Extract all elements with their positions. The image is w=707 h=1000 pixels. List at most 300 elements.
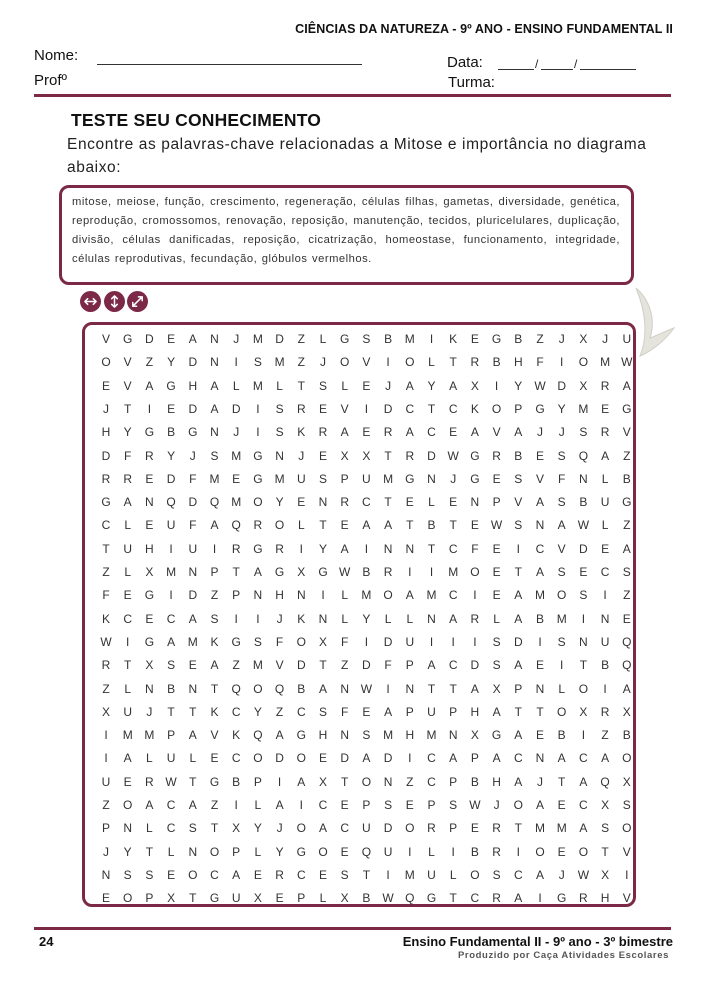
grid-letter[interactable]: P (232, 844, 241, 859)
grid-letter[interactable]: T (449, 891, 457, 906)
grid-letter[interactable]: O (557, 588, 567, 603)
grid-letter[interactable]: T (124, 401, 132, 416)
grid-letter[interactable]: H (513, 355, 523, 370)
grid-letter[interactable]: A (449, 611, 458, 626)
grid-letter[interactable]: N (188, 565, 198, 579)
grid-letter[interactable]: F (124, 448, 132, 463)
grid-letter[interactable]: M (535, 821, 545, 836)
grid-letter[interactable]: L (319, 332, 327, 346)
grid-letter[interactable]: A (535, 798, 544, 812)
grid-letter[interactable]: A (145, 378, 154, 393)
grid-letter[interactable]: G (253, 541, 263, 556)
grid-letter[interactable]: D (145, 332, 154, 346)
grid-letter[interactable]: X (470, 378, 479, 393)
grid-letter[interactable]: M (556, 821, 567, 836)
grid-letter[interactable]: I (516, 844, 520, 859)
grid-letter[interactable]: A (405, 425, 414, 440)
grid-letter[interactable]: I (234, 798, 238, 812)
grid-letter[interactable]: L (146, 751, 153, 766)
grid-letter[interactable]: I (386, 355, 390, 370)
grid-letter[interactable]: C (427, 425, 436, 440)
grid-letter[interactable]: H (101, 425, 111, 440)
grid-letter[interactable]: X (167, 891, 176, 906)
grid-letter[interactable]: N (318, 495, 328, 510)
grid-letter[interactable]: N (405, 541, 415, 556)
grid-letter[interactable]: M (231, 495, 242, 510)
grid-letter[interactable]: Y (275, 844, 284, 859)
grid-letter[interactable]: H (405, 728, 415, 743)
grid-letter[interactable]: O (340, 355, 350, 370)
grid-letter[interactable]: G (144, 588, 155, 603)
grid-letter[interactable]: U (362, 471, 371, 486)
grid-letter[interactable]: M (361, 588, 372, 603)
grid-letter[interactable]: J (558, 867, 565, 882)
grid-letter[interactable]: K (470, 401, 479, 416)
grid-letter[interactable]: S (557, 495, 566, 510)
grid-letter[interactable]: C (448, 401, 458, 416)
grid-letter[interactable]: B (167, 425, 176, 440)
grid-letter[interactable]: X (318, 634, 327, 649)
grid-letter[interactable]: G (318, 565, 328, 579)
grid-letter[interactable]: R (253, 518, 263, 533)
grid-letter[interactable]: D (513, 634, 523, 649)
grid-letter[interactable]: W (165, 774, 177, 789)
grid-letter[interactable]: B (167, 681, 176, 696)
grid-letter[interactable]: A (449, 751, 458, 766)
grid-letter[interactable]: I (451, 844, 455, 859)
grid-letter[interactable]: G (535, 401, 545, 416)
grid-letter[interactable]: I (538, 891, 542, 906)
grid-letter[interactable]: M (404, 332, 415, 346)
grid-letter[interactable]: A (492, 704, 501, 719)
grid-letter[interactable]: I (473, 588, 477, 603)
grid-letter[interactable]: B (232, 774, 241, 789)
grid-letter[interactable]: E (557, 844, 566, 859)
grid-letter[interactable]: E (470, 332, 479, 346)
grid-letter[interactable]: X (318, 774, 327, 789)
grid-letter[interactable]: A (579, 821, 588, 836)
grid-letter[interactable]: J (298, 448, 305, 463)
grid-letter[interactable]: D (188, 588, 198, 603)
grid-letter[interactable]: E (318, 867, 327, 882)
grid-letter[interactable]: Q (209, 495, 220, 510)
grid-letter[interactable]: W (621, 355, 633, 370)
grid-letter[interactable]: S (253, 634, 262, 649)
grid-letter[interactable]: Y (167, 448, 176, 463)
grid-letter[interactable]: S (492, 867, 501, 882)
grid-letter[interactable]: V (275, 658, 284, 673)
grid-letter[interactable]: A (470, 425, 479, 440)
grid-letter[interactable]: R (318, 425, 328, 440)
grid-letter[interactable]: Z (102, 565, 110, 579)
grid-letter[interactable]: L (232, 378, 240, 393)
grid-letter[interactable]: O (296, 821, 306, 836)
grid-letter[interactable]: C (296, 704, 306, 719)
grid-letter[interactable]: O (535, 844, 545, 859)
grid-letter[interactable]: Q (578, 448, 589, 463)
grid-letter[interactable]: V (210, 728, 219, 743)
grid-letter[interactable]: H (275, 588, 284, 603)
grid-letter[interactable]: C (296, 867, 306, 882)
grid-letter[interactable]: A (405, 378, 414, 393)
grid-letter[interactable]: V (622, 844, 631, 859)
grid-letter[interactable]: O (318, 844, 328, 859)
grid-letter[interactable]: P (253, 774, 262, 789)
grid-letter[interactable]: I (429, 634, 434, 649)
grid-letter[interactable]: Z (623, 448, 631, 463)
grid-letter[interactable]: W (577, 867, 590, 882)
grid-letter[interactable]: P (167, 728, 176, 743)
grid-letter[interactable]: J (103, 401, 109, 416)
grid-letter[interactable]: I (429, 332, 434, 346)
grid-letter[interactable]: A (622, 378, 631, 393)
grid-letter[interactable]: A (232, 867, 241, 882)
grid-letter[interactable]: A (167, 634, 176, 649)
grid-letter[interactable]: H (600, 891, 610, 906)
grid-letter[interactable]: V (340, 401, 349, 416)
grid-letter[interactable]: U (383, 844, 393, 859)
grid-letter[interactable]: Q (231, 518, 241, 533)
grid-letter[interactable]: U (405, 634, 415, 649)
grid-letter[interactable]: J (385, 378, 392, 393)
grid-letter[interactable]: N (340, 681, 350, 696)
grid-letter[interactable]: Q (600, 774, 610, 789)
grid-letter[interactable]: R (296, 401, 306, 416)
grid-letter[interactable]: M (252, 378, 263, 393)
grid-letter[interactable]: G (166, 378, 176, 393)
grid-letter[interactable]: I (234, 355, 238, 370)
grid-letter[interactable]: A (188, 611, 197, 626)
grid-letter[interactable]: G (144, 425, 155, 440)
grid-letter[interactable]: I (429, 565, 434, 579)
grid-letter[interactable]: E (232, 471, 241, 486)
grid-letter[interactable]: E (470, 821, 479, 836)
grid-letter[interactable]: N (535, 751, 545, 766)
grid-letter[interactable]: B (470, 774, 479, 789)
grid-letter[interactable]: R (600, 704, 610, 719)
grid-letter[interactable]: D (383, 634, 393, 649)
grid-letter[interactable]: L (319, 891, 327, 906)
grid-letter[interactable]: C (340, 821, 350, 836)
grid-letter[interactable]: S (622, 565, 631, 579)
grid-letter[interactable]: A (384, 704, 393, 719)
grid-letter[interactable]: X (340, 448, 349, 463)
grid-letter[interactable]: E (492, 588, 501, 603)
grid-letter[interactable]: B (579, 495, 588, 510)
grid-letter[interactable]: B (622, 471, 631, 486)
grid-letter[interactable]: Y (167, 355, 176, 370)
grid-letter[interactable]: P (210, 565, 219, 579)
grid-letter[interactable]: A (449, 378, 458, 393)
grid-letter[interactable]: C (123, 611, 133, 626)
grid-letter[interactable]: Q (166, 495, 176, 510)
grid-letter[interactable]: F (341, 634, 349, 649)
grid-letter[interactable]: E (167, 401, 176, 416)
grid-letter[interactable]: Q (361, 844, 372, 859)
grid-letter[interactable]: G (253, 448, 263, 463)
grid-letter[interactable]: D (275, 751, 284, 766)
grid-letter[interactable]: J (537, 425, 543, 440)
grid-letter[interactable]: S (514, 471, 523, 486)
grid-letter[interactable]: B (535, 611, 544, 626)
grid-letter[interactable]: E (318, 751, 327, 766)
grid-letter[interactable]: T (319, 518, 327, 533)
grid-letter[interactable]: A (210, 518, 219, 533)
grid-letter[interactable]: A (514, 891, 523, 906)
grid-letter[interactable]: Z (601, 728, 609, 743)
grid-letter[interactable]: P (362, 798, 371, 812)
grid-letter[interactable]: P (470, 751, 479, 766)
grid-letter[interactable]: M (252, 658, 263, 673)
grid-letter[interactable]: G (188, 425, 198, 440)
grid-letter[interactable]: T (579, 658, 588, 673)
grid-letter[interactable]: Z (102, 681, 110, 696)
grid-letter[interactable]: E (535, 658, 544, 673)
grid-letter[interactable]: L (428, 495, 435, 510)
grid-letter[interactable]: W (382, 891, 394, 906)
grid-letter[interactable]: P (405, 704, 414, 719)
grid-letter[interactable]: I (516, 541, 520, 556)
grid-letter[interactable]: K (297, 611, 306, 626)
grid-letter[interactable]: N (188, 681, 198, 696)
grid-letter[interactable]: O (253, 681, 263, 696)
grid-letter[interactable]: X (492, 681, 501, 696)
grid-letter[interactable]: D (340, 751, 350, 766)
grid-letter[interactable]: A (514, 611, 523, 626)
grid-letter[interactable]: T (449, 518, 457, 533)
grid-letter[interactable]: Z (102, 798, 110, 812)
grid-letter[interactable]: I (408, 751, 412, 766)
grid-letter[interactable]: M (187, 634, 198, 649)
grid-letter[interactable]: I (538, 634, 542, 649)
grid-letter[interactable]: P (427, 798, 436, 812)
grid-letter[interactable]: O (557, 704, 567, 719)
grid-letter[interactable]: I (408, 844, 412, 859)
grid-letter[interactable]: Y (123, 844, 132, 859)
grid-letter[interactable]: T (145, 844, 154, 859)
grid-letter[interactable]: W (100, 634, 112, 649)
grid-letter[interactable]: A (123, 495, 132, 510)
grid-letter[interactable]: N (318, 611, 328, 626)
grid-letter[interactable]: G (231, 634, 241, 649)
grid-letter[interactable]: C (470, 891, 480, 906)
grid-letter[interactable]: E (470, 518, 479, 533)
grid-letter[interactable]: Q (405, 891, 415, 906)
grid-letter[interactable]: I (147, 401, 152, 416)
grid-letter[interactable]: A (470, 681, 479, 696)
grid-letter[interactable]: T (341, 774, 349, 789)
grid-letter[interactable]: A (557, 518, 566, 533)
grid-letter[interactable]: T (297, 378, 305, 393)
grid-letter[interactable]: M (426, 588, 437, 603)
grid-letter[interactable]: N (448, 728, 458, 743)
grid-letter[interactable]: R (492, 891, 501, 906)
grid-letter[interactable]: K (210, 634, 219, 649)
grid-letter[interactable]: A (340, 425, 349, 440)
grid-letter[interactable]: T (427, 541, 436, 556)
grid-letter[interactable]: L (384, 611, 392, 626)
grid-letter[interactable]: G (491, 332, 502, 346)
grid-letter[interactable]: A (492, 751, 501, 766)
grid-letter[interactable]: G (144, 634, 155, 649)
grid-letter[interactable]: J (189, 448, 196, 463)
grid-letter[interactable]: M (535, 588, 545, 603)
grid-letter[interactable]: J (233, 332, 240, 346)
grid-letter[interactable]: E (210, 751, 219, 766)
grid-letter[interactable]: P (145, 891, 154, 906)
grid-letter[interactable]: A (601, 751, 610, 766)
grid-letter[interactable]: O (622, 751, 632, 766)
grid-letter[interactable]: J (558, 332, 565, 346)
grid-letter[interactable]: Z (210, 588, 219, 603)
grid-letter[interactable]: Y (123, 425, 132, 440)
grid-letter[interactable]: U (166, 751, 176, 766)
grid-letter[interactable]: O (101, 355, 111, 370)
grid-letter[interactable]: R (405, 448, 415, 463)
grid-letter[interactable]: E (123, 774, 132, 789)
grid-letter[interactable]: N (275, 448, 284, 463)
grid-letter[interactable]: G (622, 495, 632, 510)
grid-letter[interactable]: R (145, 774, 154, 789)
grid-letter[interactable]: J (233, 425, 240, 440)
grid-letter[interactable]: A (622, 541, 631, 556)
grid-letter[interactable]: A (514, 425, 523, 440)
grid-letter[interactable]: M (144, 728, 155, 743)
grid-letter[interactable]: A (210, 658, 219, 673)
grid-letter[interactable]: S (145, 867, 154, 882)
grid-letter[interactable]: I (386, 867, 390, 882)
grid-letter[interactable]: T (210, 821, 219, 836)
grid-letter[interactable]: C (101, 518, 111, 533)
grid-letter[interactable]: E (188, 658, 197, 673)
grid-letter[interactable]: R (470, 611, 480, 626)
grid-letter[interactable]: I (169, 588, 173, 603)
grid-letter[interactable]: N (188, 844, 198, 859)
grid-letter[interactable]: A (210, 401, 219, 416)
grid-letter[interactable]: D (296, 658, 306, 673)
grid-letter[interactable]: G (274, 565, 285, 579)
grid-letter[interactable]: U (188, 541, 198, 556)
grid-letter[interactable]: X (340, 891, 349, 906)
grid-letter[interactable]: X (145, 565, 154, 579)
grid-letter[interactable]: A (318, 821, 327, 836)
grid-letter[interactable]: E (535, 728, 544, 743)
grid-letter[interactable]: N (383, 541, 393, 556)
grid-letter[interactable]: N (427, 471, 436, 486)
grid-letter[interactable]: I (299, 541, 303, 556)
grid-letter[interactable]: I (212, 541, 217, 556)
grid-letter[interactable]: I (473, 634, 477, 649)
grid-letter[interactable]: G (123, 332, 133, 346)
grid-letter[interactable]: N (405, 681, 415, 696)
grid-letter[interactable]: M (448, 565, 459, 579)
grid-letter[interactable]: U (427, 867, 436, 882)
grid-letter[interactable]: I (603, 681, 607, 696)
grid-letter[interactable]: U (600, 634, 610, 649)
grid-letter[interactable]: L (493, 611, 500, 626)
grid-letter[interactable]: I (451, 634, 455, 649)
grid-letter[interactable]: W (469, 798, 481, 812)
grid-letter[interactable]: C (600, 565, 610, 579)
grid-letter[interactable]: N (210, 355, 219, 370)
grid-letter[interactable]: Z (210, 798, 219, 812)
grid-letter[interactable]: P (297, 891, 306, 906)
grid-letter[interactable]: S (275, 425, 284, 440)
grid-letter[interactable]: T (558, 774, 566, 789)
grid-letter[interactable]: O (578, 681, 589, 696)
grid-letter[interactable]: N (383, 774, 393, 789)
grid-letter[interactable]: E (167, 332, 176, 346)
grid-letter[interactable]: R (492, 844, 501, 859)
grid-letter[interactable]: L (341, 378, 349, 393)
grid-letter[interactable]: M (122, 728, 133, 743)
grid-letter[interactable]: A (275, 798, 284, 812)
grid-letter[interactable]: P (405, 658, 414, 673)
grid-letter[interactable]: X (145, 658, 154, 673)
grid-letter[interactable]: I (104, 728, 108, 743)
grid-letter[interactable]: L (406, 611, 414, 626)
grid-letter[interactable]: E (492, 541, 501, 556)
grid-letter[interactable]: O (253, 751, 263, 766)
grid-letter[interactable]: A (535, 495, 544, 510)
grid-letter[interactable]: S (384, 798, 393, 812)
grid-letter[interactable]: L (601, 518, 609, 533)
grid-letter[interactable]: S (601, 821, 610, 836)
grid-letter[interactable]: V (514, 495, 523, 510)
grid-letter[interactable]: T (124, 658, 132, 673)
grid-letter[interactable]: G (296, 728, 306, 743)
grid-letter[interactable]: U (123, 541, 133, 556)
grid-letter[interactable]: D (275, 332, 284, 346)
grid-letter[interactable]: I (408, 565, 412, 579)
grid-letter[interactable]: E (362, 425, 371, 440)
grid-letter[interactable]: P (449, 704, 458, 719)
grid-letter[interactable]: I (321, 588, 325, 603)
grid-letter[interactable]: T (601, 844, 609, 859)
grid-letter[interactable]: A (384, 518, 393, 533)
grid-letter[interactable]: Y (557, 401, 566, 416)
grid-letter[interactable]: L (124, 518, 132, 533)
grid-letter[interactable]: T (536, 704, 544, 719)
grid-letter[interactable]: G (470, 448, 480, 463)
grid-letter[interactable]: L (297, 518, 305, 533)
grid-letter[interactable]: O (622, 821, 632, 836)
grid-letter[interactable]: Q (253, 728, 263, 743)
grid-letter[interactable]: C (231, 751, 241, 766)
grid-letter[interactable]: J (146, 704, 153, 719)
grid-letter[interactable]: A (601, 448, 610, 463)
grid-letter[interactable]: V (362, 355, 371, 370)
grid-letter[interactable]: A (188, 798, 197, 812)
grid-letter[interactable]: W (534, 378, 546, 393)
grid-letter[interactable]: B (297, 681, 306, 696)
grid-letter[interactable]: E (601, 401, 610, 416)
grid-letter[interactable]: S (318, 704, 327, 719)
grid-letter[interactable]: E (449, 495, 458, 510)
grid-letter[interactable]: S (557, 448, 566, 463)
grid-letter[interactable]: Y (362, 611, 371, 626)
grid-letter[interactable]: F (102, 588, 110, 603)
grid-letter[interactable]: T (189, 774, 197, 789)
grid-letter[interactable]: A (579, 774, 588, 789)
grid-letter[interactable]: N (579, 634, 588, 649)
grid-letter[interactable]: I (104, 751, 108, 766)
grid-letter[interactable]: W (447, 448, 459, 463)
grid-letter[interactable]: F (536, 355, 544, 370)
grid-letter[interactable]: B (557, 728, 566, 743)
grid-letter[interactable]: A (145, 798, 154, 812)
grid-letter[interactable]: Y (253, 704, 262, 719)
